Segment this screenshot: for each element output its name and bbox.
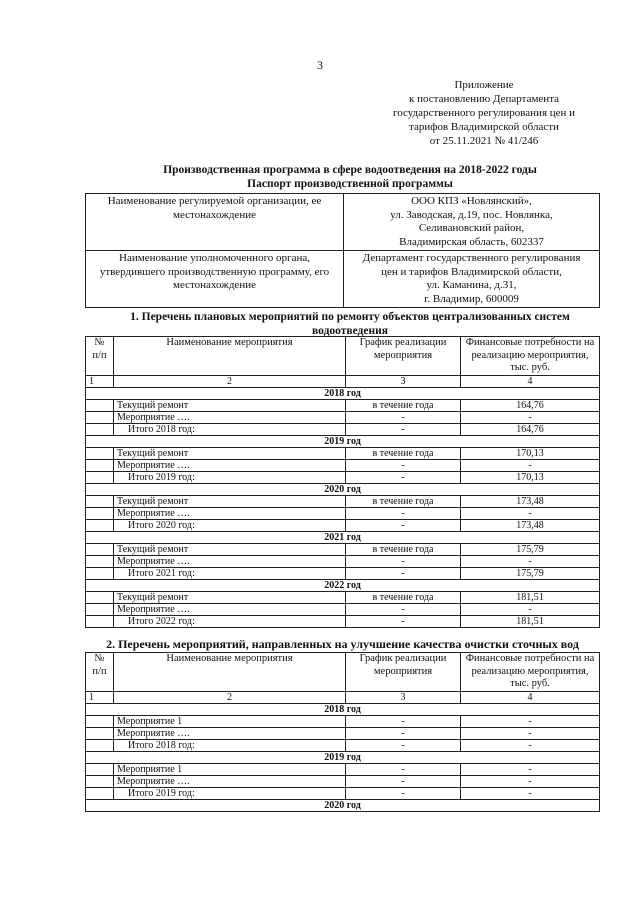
row-number xyxy=(86,495,114,507)
activity-name: Итого 2018 год: xyxy=(114,423,346,435)
passport-row xyxy=(86,194,600,251)
table-row xyxy=(86,543,600,555)
passport-value xyxy=(344,251,600,308)
schedule-value: - xyxy=(346,519,461,531)
finance-value: - xyxy=(461,507,600,519)
table-row xyxy=(86,591,600,603)
year-row xyxy=(86,799,600,811)
passport-label: Наименование регулируемой организации, ее местонахождение xyxy=(86,194,344,251)
column-number: 2 xyxy=(114,691,346,703)
year-row xyxy=(86,387,600,399)
table-row xyxy=(86,603,600,615)
year-label: 2022 год xyxy=(86,579,600,591)
year-label: 2019 год xyxy=(86,435,600,447)
finance-value: 164,76 xyxy=(461,423,600,435)
column-number-row xyxy=(86,375,600,387)
row-number xyxy=(86,507,114,519)
finance-value: - xyxy=(461,603,600,615)
row-number xyxy=(86,411,114,423)
row-number xyxy=(86,715,114,727)
col-no-header: № п/п xyxy=(86,653,114,692)
finance-value: 181,51 xyxy=(461,615,600,627)
finance-value: - xyxy=(461,459,600,471)
year-row xyxy=(86,435,600,447)
activity-name: Текущий ремонт xyxy=(114,495,346,507)
row-number xyxy=(86,543,114,555)
row-number xyxy=(86,555,114,567)
row-number xyxy=(86,615,114,627)
finance-value: 164,76 xyxy=(461,399,600,411)
document-title xyxy=(0,163,640,191)
schedule-value: - xyxy=(346,787,461,799)
finance-value: - xyxy=(461,715,600,727)
passport-row xyxy=(86,251,600,308)
header-row xyxy=(86,337,600,376)
year-label: 2018 год xyxy=(86,703,600,715)
col-finance-header: Финансовые потребности на реализацию мероприятия, тыс. руб. xyxy=(461,337,600,376)
activity-name: Итого 2021 год: xyxy=(114,567,346,579)
col-schedule-header: График реализации мероприятия xyxy=(346,653,461,692)
table-row xyxy=(86,775,600,787)
row-number xyxy=(86,423,114,435)
table-row xyxy=(86,519,600,531)
finance-value: 170,13 xyxy=(461,471,600,483)
col-name-header: Наименование мероприятия xyxy=(114,337,346,376)
table-row xyxy=(86,423,600,435)
activity-name: Итого 2020 год: xyxy=(114,519,346,531)
column-number: 1 xyxy=(86,691,114,703)
col-name-header: Наименование мероприятия xyxy=(114,653,346,692)
passport-label: Наименование уполномоченного органа, утвердившего производственную программу, его местонахождение xyxy=(86,251,344,308)
schedule-value: - xyxy=(346,615,461,627)
activity-name: Мероприятие …. xyxy=(114,727,346,739)
value-line: Владимирская область, 602337 xyxy=(399,235,544,248)
schedule-value: - xyxy=(346,603,461,615)
section2-table xyxy=(85,652,600,812)
finance-value: 181,51 xyxy=(461,591,600,603)
activity-name: Мероприятие …. xyxy=(114,603,346,615)
finance-value: - xyxy=(461,775,600,787)
table-row xyxy=(86,555,600,567)
activity-name: Мероприятие …. xyxy=(114,459,346,471)
appendix-line: государственного регулирования цен и xyxy=(392,107,576,119)
schedule-value: в течение года xyxy=(346,495,461,507)
section1-table xyxy=(85,336,600,628)
row-number xyxy=(86,727,114,739)
subtitle-line: Паспорт производственной программы xyxy=(247,178,453,190)
row-number xyxy=(86,775,114,787)
year-row xyxy=(86,751,600,763)
table-row xyxy=(86,399,600,411)
finance-value: 170,13 xyxy=(461,447,600,459)
activity-name: Текущий ремонт xyxy=(114,543,346,555)
finance-value: - xyxy=(461,555,600,567)
row-number xyxy=(86,399,114,411)
value-line: цен и тарифов Владимирской области, xyxy=(381,265,562,278)
row-number xyxy=(86,471,114,483)
finance-value: - xyxy=(461,763,600,775)
page-number: 3 xyxy=(317,58,323,72)
value-line: г. Владимир, 600009 xyxy=(424,292,519,305)
year-label: 2020 год xyxy=(86,799,600,811)
table-row xyxy=(86,447,600,459)
column-number: 4 xyxy=(461,375,600,387)
schedule-value: в течение года xyxy=(346,543,461,555)
schedule-value: - xyxy=(346,423,461,435)
column-number: 3 xyxy=(346,375,461,387)
finance-value: 175,79 xyxy=(461,567,600,579)
year-label: 2021 год xyxy=(86,531,600,543)
row-number xyxy=(86,447,114,459)
finance-value: - xyxy=(461,727,600,739)
header-row xyxy=(86,653,600,692)
table-row xyxy=(86,411,600,423)
appendix-line: к постановлению Департамента xyxy=(408,93,560,105)
schedule-value: в течение года xyxy=(346,591,461,603)
row-number xyxy=(86,739,114,751)
finance-value: - xyxy=(461,411,600,423)
year-row xyxy=(86,531,600,543)
col-no-header: № п/п xyxy=(86,337,114,376)
appendix-line: тарифов Владимирской области xyxy=(409,121,559,133)
table-row xyxy=(86,495,600,507)
table-row xyxy=(86,615,600,627)
activity-name: Мероприятие 1 xyxy=(114,763,346,775)
schedule-value: - xyxy=(346,459,461,471)
table-row xyxy=(86,507,600,519)
year-label: 2019 год xyxy=(86,751,600,763)
column-number: 1 xyxy=(86,375,114,387)
schedule-value: - xyxy=(346,567,461,579)
activity-name: Итого 2019 год: xyxy=(114,787,346,799)
column-number: 2 xyxy=(114,375,346,387)
value-line: ООО КПЗ «Новлянский», xyxy=(411,195,532,207)
schedule-value: - xyxy=(346,555,461,567)
schedule-value: - xyxy=(346,763,461,775)
col-finance-header: Финансовые потребности на реализацию мероприятия, тыс. руб. xyxy=(461,653,600,692)
table-row xyxy=(86,739,600,751)
finance-value: - xyxy=(461,787,600,799)
schedule-value: - xyxy=(346,775,461,787)
section2-title: 2. Перечень мероприятий, направленных на улучшение качества очистки сточных вод xyxy=(106,637,579,651)
appendix-line: Приложение xyxy=(454,79,514,91)
schedule-value: - xyxy=(346,727,461,739)
activity-name: Текущий ремонт xyxy=(114,447,346,459)
activity-name: Текущий ремонт xyxy=(114,591,346,603)
schedule-value: в течение года xyxy=(346,399,461,411)
schedule-value: - xyxy=(346,507,461,519)
table-row xyxy=(86,567,600,579)
passport-value xyxy=(344,194,600,251)
table-row xyxy=(86,459,600,471)
value-line: ул. Каманина, д.31, xyxy=(426,279,517,291)
activity-name: Итого 2018 год: xyxy=(114,739,346,751)
schedule-value: - xyxy=(346,471,461,483)
activity-name: Итого 2022 год: xyxy=(114,615,346,627)
schedule-value: - xyxy=(346,411,461,423)
value-line: Департамент государственного регулирования xyxy=(362,252,581,264)
finance-value: 173,48 xyxy=(461,495,600,507)
table-row xyxy=(86,763,600,775)
row-number xyxy=(86,591,114,603)
activity-name: Мероприятие …. xyxy=(114,507,346,519)
row-number xyxy=(86,603,114,615)
column-number: 3 xyxy=(346,691,461,703)
year-label: 2018 год xyxy=(86,387,600,399)
activity-name: Мероприятие …. xyxy=(114,411,346,423)
table-row xyxy=(86,715,600,727)
row-number xyxy=(86,459,114,471)
finance-value: - xyxy=(461,739,600,751)
row-number xyxy=(86,763,114,775)
appendix-line: от 25.11.2021 № 41/246 xyxy=(429,135,539,147)
column-number-row xyxy=(86,691,600,703)
schedule-value: - xyxy=(346,715,461,727)
schedule-value: в течение года xyxy=(346,447,461,459)
year-row xyxy=(86,483,600,495)
year-row xyxy=(86,579,600,591)
row-number xyxy=(86,787,114,799)
table-row xyxy=(86,471,600,483)
finance-value: 173,48 xyxy=(461,519,600,531)
year-label: 2020 год xyxy=(86,483,600,495)
value-line: ул. Заводская, д.19, пос. Новлянка, xyxy=(390,208,553,221)
title-line: Производственная программа в сфере водоотведения на 2018-2022 годы xyxy=(163,164,537,176)
activity-name: Текущий ремонт xyxy=(114,399,346,411)
row-number xyxy=(86,567,114,579)
appendix-note xyxy=(374,78,594,148)
table-row xyxy=(86,727,600,739)
schedule-value: - xyxy=(346,739,461,751)
row-number xyxy=(86,519,114,531)
col-schedule-header: График реализации мероприятия xyxy=(346,337,461,376)
table-row xyxy=(86,787,600,799)
activity-name: Мероприятие 1 xyxy=(114,715,346,727)
section1-title: 1. Перечень плановых мероприятий по ремонту объектов централизованных систем водоотведения xyxy=(130,311,570,337)
activity-name: Итого 2019 год: xyxy=(114,471,346,483)
activity-name: Мероприятие …. xyxy=(114,775,346,787)
passport-table xyxy=(85,193,600,308)
activity-name: Мероприятие …. xyxy=(114,555,346,567)
column-number: 4 xyxy=(461,691,600,703)
year-row xyxy=(86,703,600,715)
finance-value: 175,79 xyxy=(461,543,600,555)
value-line: Селивановский район, xyxy=(418,222,525,234)
